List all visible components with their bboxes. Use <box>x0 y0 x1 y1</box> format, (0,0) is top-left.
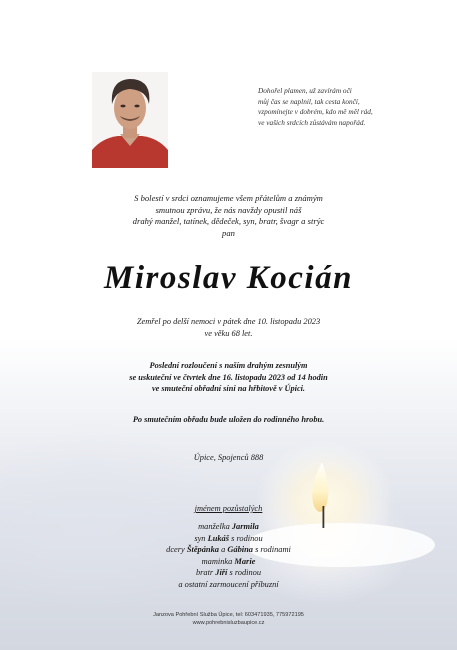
burial-note: Po smutečním obřadu bude uložen do rodinného hrobu. <box>132 415 325 424</box>
footer-website: www.pohrebnisluzbaupice.cz <box>192 619 265 626</box>
mourner-relation: manželka <box>198 522 232 531</box>
mourner-name: Štěpánka <box>186 545 219 555</box>
death-line: Zemřel po delší nemoci v pátek dne 10. listopadu 2023 <box>136 317 321 326</box>
mourner-line <box>0 567 457 579</box>
announcement-intro <box>0 193 457 239</box>
mourner-relation: dcery <box>166 545 187 555</box>
mourner-name: Marie <box>234 556 256 566</box>
mourner-line <box>0 579 457 591</box>
address: Úpice, Spojenců 888 <box>193 453 264 462</box>
age-line: ve věku 68 let. <box>204 328 253 338</box>
mourners-list <box>0 521 457 591</box>
mourner-suffix: s rodinou <box>229 533 263 543</box>
mourner-line <box>0 544 457 556</box>
footer-contact: Janzova Pohřební Služba Úpice, tel: 603471935, 775972195 <box>153 612 304 618</box>
death-notice <box>0 316 457 339</box>
funeral-details <box>0 360 457 395</box>
intro-line: smutnou zprávu, že nás navždy opustil náš <box>155 204 302 215</box>
mourner-suffix: s rodinami <box>252 545 291 555</box>
poem-line: Dohořel plamen, už zavírám oči <box>258 86 352 95</box>
mourner-relation: bratr <box>195 568 216 578</box>
on-behalf-heading <box>0 503 457 514</box>
mourner-line <box>0 533 457 545</box>
poem-quote <box>258 86 428 128</box>
mourner-relation: syn <box>194 533 208 543</box>
mourner-line <box>0 556 457 568</box>
intro-line: pan <box>222 227 235 238</box>
mourner-name: Gábina <box>227 545 253 555</box>
mourner-name: Lukáš <box>207 533 229 543</box>
funeral-service-footer <box>0 612 457 627</box>
mourner-conjunction: a <box>218 545 228 555</box>
mourner-relation: maminka <box>201 556 235 566</box>
portrait-photo <box>92 72 168 168</box>
poem-line: ve vašich srdcích zůstávám napořád. <box>258 117 366 127</box>
funeral-line: Poslední rozloučení s naším drahým zesnulým <box>149 361 308 370</box>
mourner-line <box>0 521 457 533</box>
funeral-line: se uskuteční ve čtvrtek dne 16. listopadu 2023 od 14 hodin <box>129 372 328 382</box>
portrait-image <box>92 72 168 168</box>
intro-line: S bolestí v srdci oznamujeme všem přátelům a známým <box>134 193 323 203</box>
funeral-line: ve smuteční obřadní síni na hřbitově v Úpici. <box>151 384 306 394</box>
mourner-suffix: s rodinou <box>227 568 262 578</box>
mourner-name: Jiří <box>215 568 228 578</box>
intro-line: drahý manžel, tatínek, dědeček, syn, bratr, švagr a strýc <box>132 216 325 227</box>
poem-line: můj čas se naplnil, tak cesta končí, <box>258 96 360 106</box>
on-behalf-label: jménem pozůstalých <box>194 504 263 513</box>
poem-line: vzpomínejte v dobrém, kdo mě měl rád, <box>258 107 373 116</box>
deceased-name: Miroslav Kocián <box>104 260 353 296</box>
mourner-relation: a ostatní zarmoucení příbuzní <box>178 579 279 589</box>
mourner-name: Jarmila <box>231 522 259 531</box>
